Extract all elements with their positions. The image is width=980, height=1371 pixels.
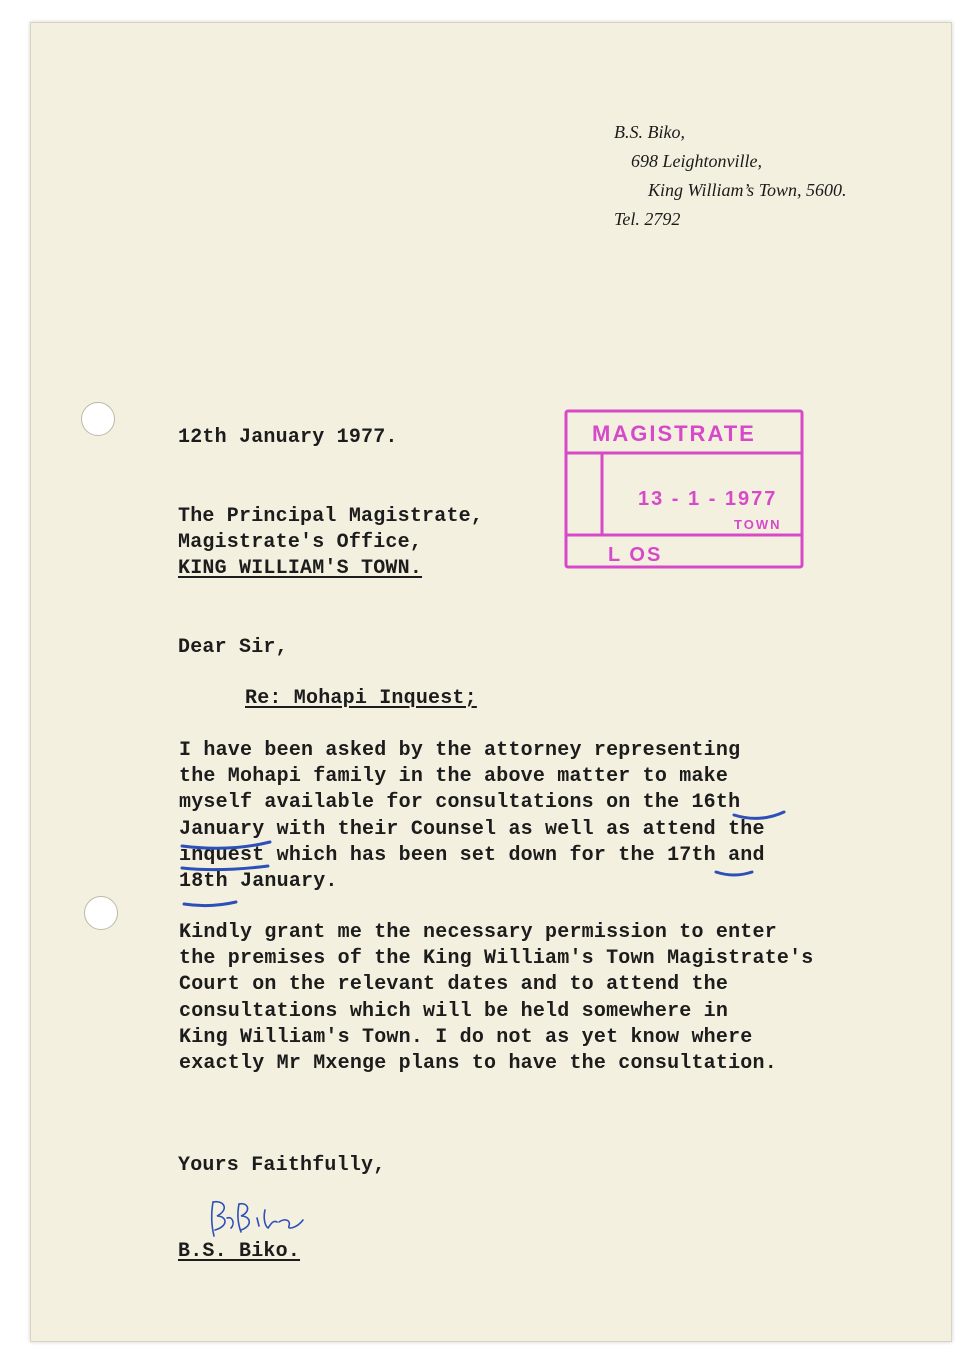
paragraph-1-line: January with their Counsel as well as attend the [179, 817, 765, 841]
punch-hole-bottom [84, 896, 118, 930]
paragraph-2-line: Kindly grant me the necessary permission to enter [179, 921, 777, 944]
magistrate-stamp [558, 405, 808, 573]
recipient-address [178, 504, 483, 582]
handwritten-signature [205, 1196, 315, 1240]
paragraph-2-line: consultations which will be held somewhere in [179, 999, 729, 1023]
salutation: Dear Sir, [178, 636, 288, 659]
paragraph-2-line: King William's Town. I do not as yet know where [179, 1025, 753, 1049]
paragraph-1-line: I have been asked by the attorney representing [179, 739, 741, 762]
subject-line: Re: Mohapi Inquest; [245, 687, 477, 710]
body-paragraph-2 [179, 920, 814, 1077]
recipient-line-1: The Principal Magistrate, [178, 505, 484, 528]
paragraph-2-line: Court on the relevant dates and to attend the [179, 973, 729, 997]
sender-letterhead [614, 118, 847, 234]
stamp-bottom-line: L OS [608, 544, 663, 566]
stamp-heading: MAGISTRATE [592, 421, 756, 446]
closing: Yours Faithfully, [178, 1154, 386, 1177]
recipient-line-3: KING WILLIAM'S TOWN. [178, 557, 423, 580]
sender-street: 698 Leightonville, [631, 151, 762, 171]
paragraph-2-line: the premises of the King William's Town Magistrate's [179, 947, 814, 971]
paragraph-1-line: inquest which has been set down for the 17th and [179, 843, 765, 867]
sender-town: King William’s Town, 5600. [648, 180, 847, 200]
paragraph-1-line: myself available for consultations on the 16th [179, 791, 741, 815]
signer-name: B.S. Biko. [178, 1240, 301, 1263]
body-paragraph-1 [179, 738, 765, 895]
sender-telephone: Tel. 2792 [614, 209, 681, 229]
stamp-date: 13 - 1 - 1977 [638, 488, 778, 510]
paragraph-1-line: the Mohapi family in the above matter to make [179, 765, 729, 789]
letter-date: 12th January 1977. [178, 426, 398, 449]
stamp-town: TOWN [734, 517, 782, 532]
paragraph-1-line: 18th January. [179, 870, 338, 894]
punch-hole-top [81, 402, 115, 436]
sender-name: B.S. Biko, [614, 122, 685, 142]
recipient-line-2: Magistrate's Office, [178, 531, 423, 554]
paragraph-2-line: exactly Mr Mxenge plans to have the consultation. [179, 1052, 777, 1076]
